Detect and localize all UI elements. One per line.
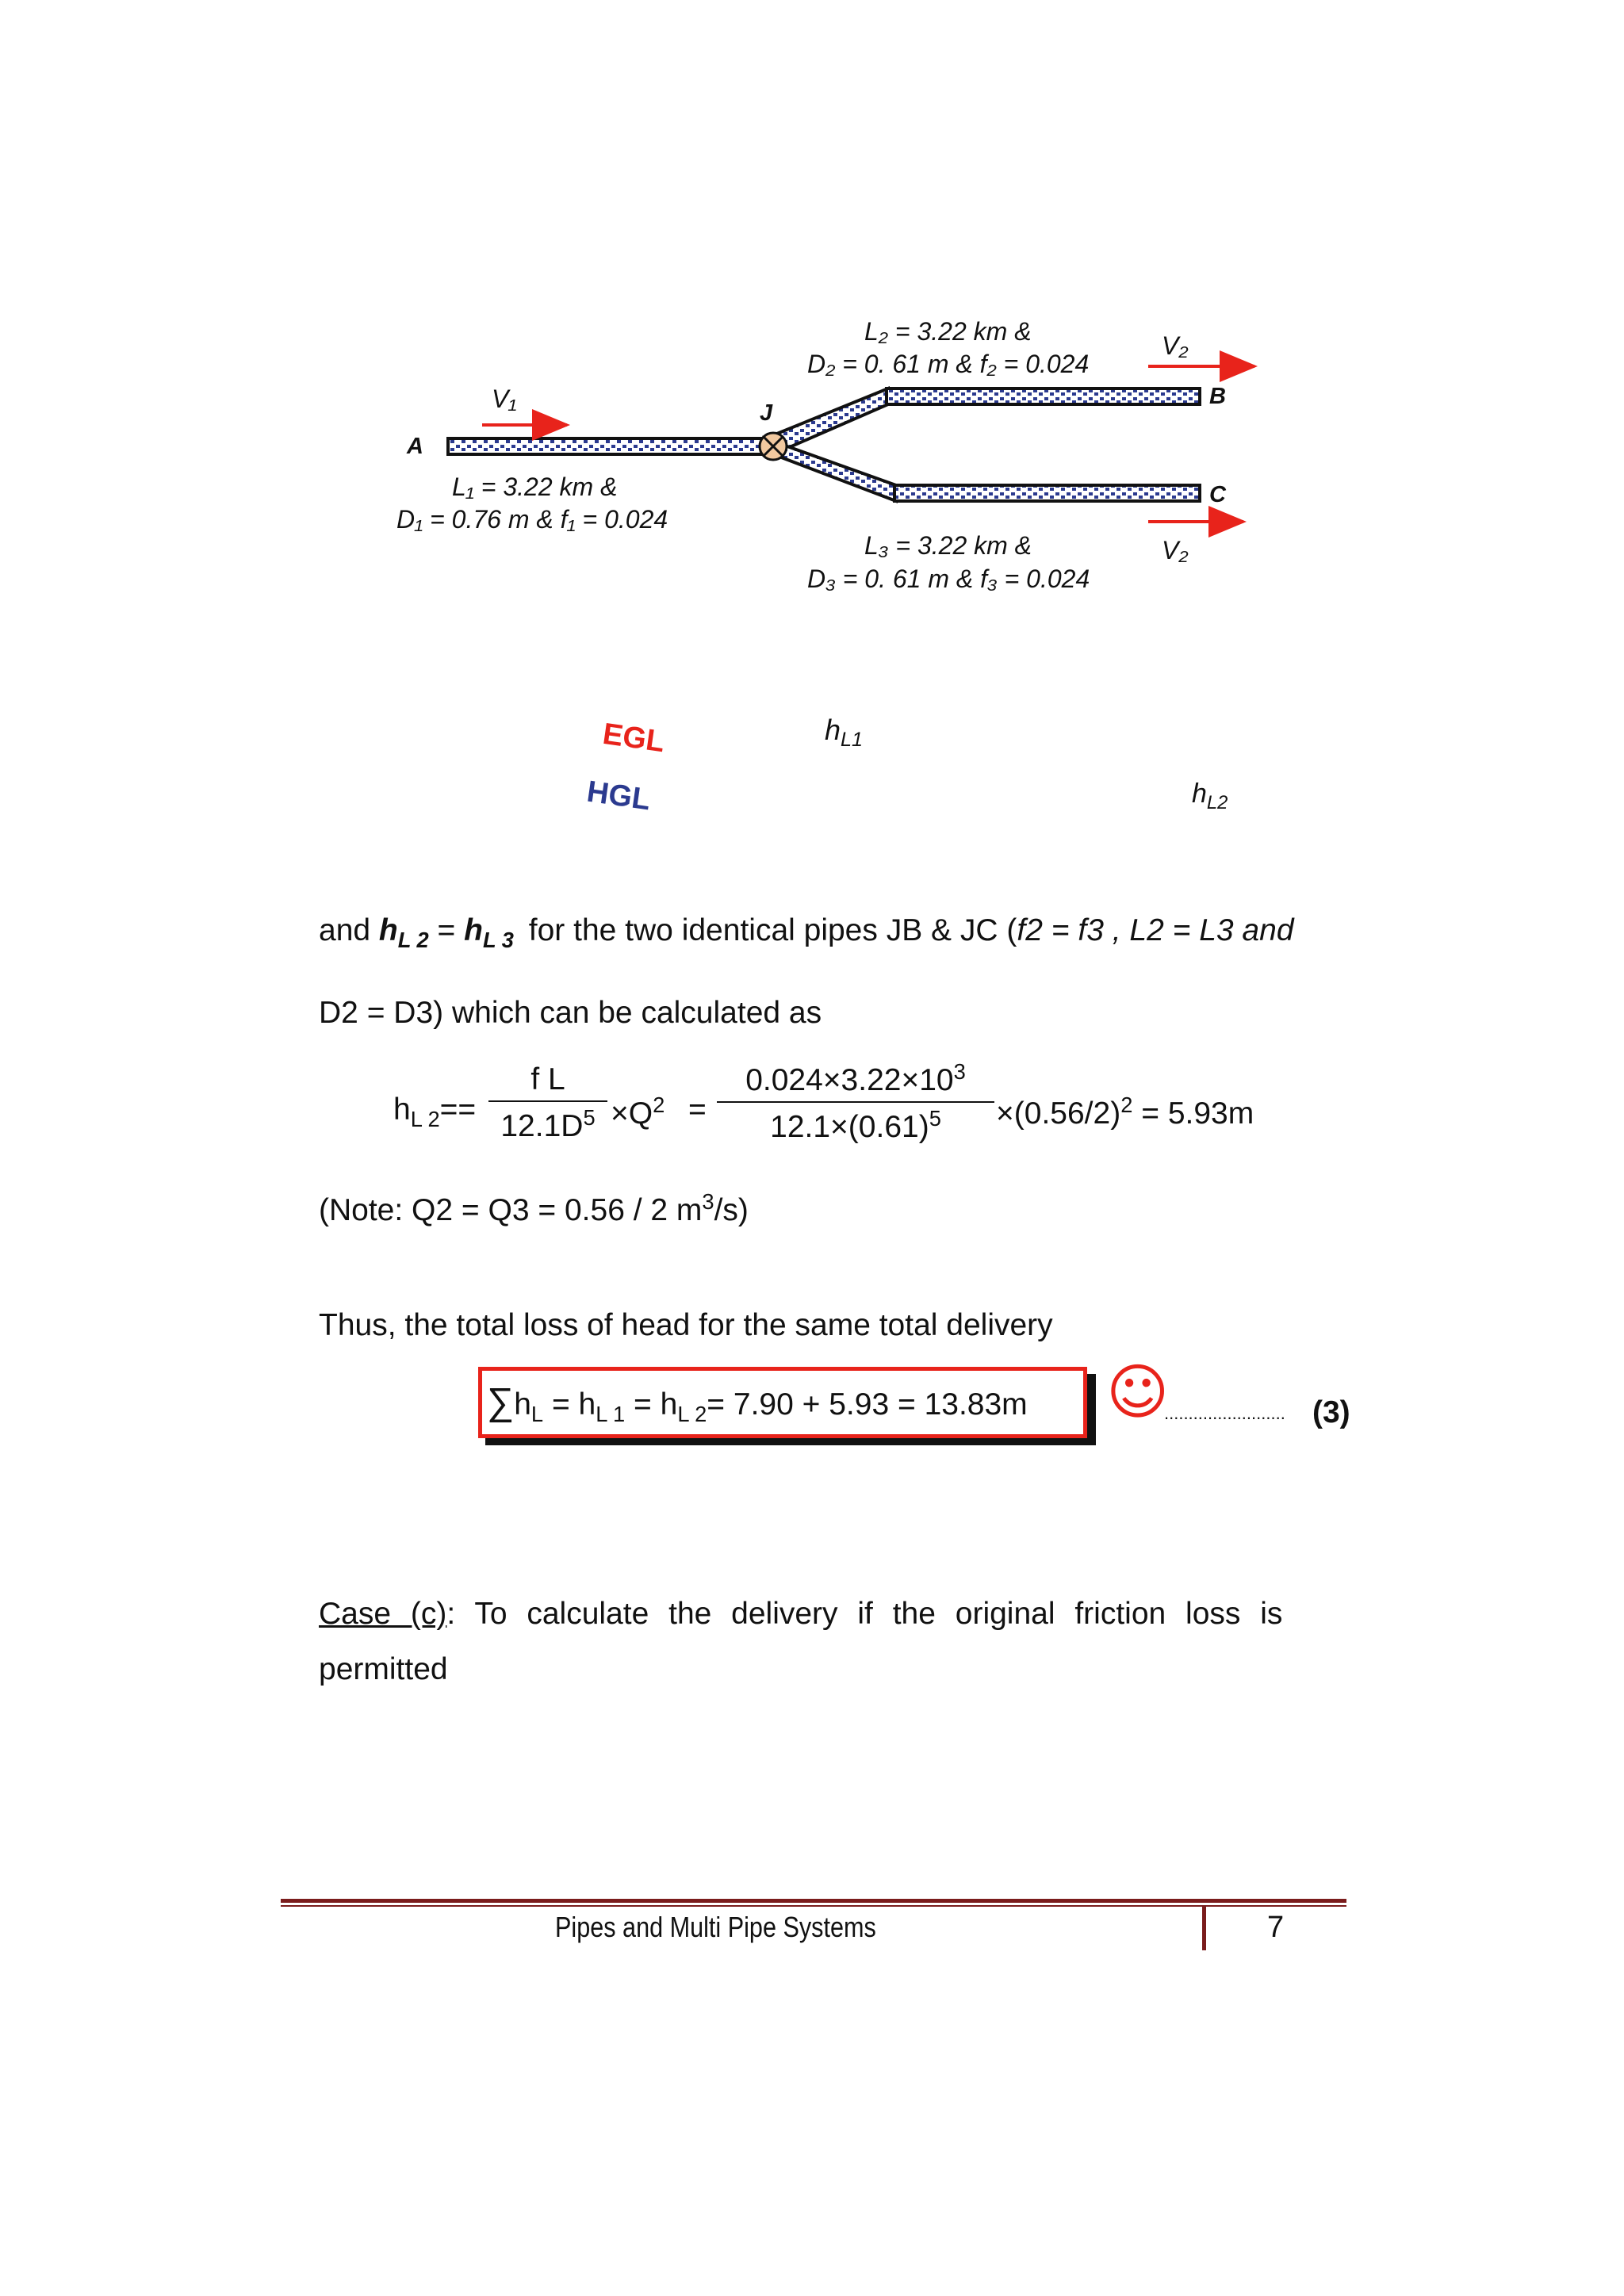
para1-text-b: for the two identical pipes JB & JC ( <box>528 913 1017 947</box>
hl2-label-sub: L2 <box>1206 791 1228 813</box>
note-end: /s) <box>714 1193 749 1227</box>
pipe-jb <box>887 388 1200 404</box>
eq1-tail-text: ×(0.56/2) <box>996 1096 1121 1131</box>
eq1-frac2-num-sup: 3 <box>953 1059 966 1084</box>
total-loss-box <box>478 1367 1087 1438</box>
thus-line: Thus, the total loss of head for the same total delivery <box>319 1308 1053 1342</box>
pipe3-line2: D₃ = 0. 61 m & f₃ = 0.024 <box>807 564 1090 593</box>
pipe3-line1: L₃ = 3.22 km & <box>864 531 1032 560</box>
total-result: = 7.90 + 5.93 = 13.83m <box>707 1387 1028 1422</box>
eq1-q-sup: 2 <box>653 1093 665 1117</box>
note-sup: 3 <box>702 1189 714 1214</box>
eq1-lhs-sub: L 2 <box>410 1106 440 1131</box>
v1-label: V₁ <box>492 385 517 413</box>
para1-hl3: h <box>464 913 483 947</box>
hl2-label-h: h <box>1192 779 1207 809</box>
v2-bottom-label: V₂ <box>1162 536 1189 564</box>
eq1-lhs-h: h <box>393 1093 411 1127</box>
total-h: h <box>514 1387 531 1422</box>
note-line <box>319 1189 749 1228</box>
para1-text-c: f2 = f3 , L2 = L3 and <box>1017 913 1294 947</box>
pipe2-line1: L₂ = 3.22 km & <box>864 317 1032 346</box>
para1-hl3-sub: L 3 <box>482 927 514 952</box>
footer-rule-thin <box>281 1905 1346 1907</box>
hl1-label-sub: L1 <box>841 729 864 752</box>
eq1-times-q-text: ×Q <box>611 1096 653 1131</box>
para1-hl2: h <box>378 913 398 947</box>
v2-top-label: V₂ <box>1162 331 1189 360</box>
point-j-label: J <box>760 400 773 426</box>
para1-eq: = <box>428 913 465 947</box>
pipe1-line1: L₁ = 3.22 km & <box>452 473 618 501</box>
hgl-label: HGL <box>584 775 653 817</box>
hl2-label <box>1192 779 1228 814</box>
equation-leader-dots: ......................... <box>1164 1403 1285 1423</box>
eq1-frac1-den-sup: 5 <box>583 1105 596 1130</box>
total-h1-sub: L 1 <box>596 1401 626 1426</box>
total-h1: = h <box>543 1387 596 1422</box>
eq1-frac1-den <box>488 1102 607 1144</box>
footer-title: Pipes and Multi Pipe Systems <box>555 1911 876 1943</box>
pipe-aj <box>448 438 765 454</box>
eq1-lhs <box>393 1093 476 1132</box>
total-h2: = h <box>625 1387 678 1422</box>
total-loss-expression <box>487 1380 1028 1427</box>
pipe2-line2: D₂ = 0. 61 m & f₂ = 0.024 <box>807 350 1090 378</box>
equation-hl2 <box>393 1059 1297 1158</box>
sigma-symbol: ∑ <box>487 1381 515 1423</box>
pipe-network-svg <box>0 0 1624 634</box>
para1-and: and <box>319 913 371 947</box>
case-c-text: : To calculate the delivery if the original friction loss is <box>446 1597 1283 1631</box>
eq1-eq2: = <box>688 1093 707 1127</box>
paragraph-line-2: D2 = D3) which can be calculated as <box>319 996 822 1030</box>
eq1-frac2-den-text: 12.1×(0.61) <box>770 1110 929 1144</box>
point-a-label: A <box>407 434 423 459</box>
para1-hl2-sub: L 2 <box>397 927 429 952</box>
egl-label: EGL <box>600 717 667 760</box>
footer-page-divider <box>1202 1907 1206 1950</box>
eq1-result: = 5.93m <box>1132 1096 1254 1131</box>
total-h2-sub: L 2 <box>677 1401 707 1426</box>
eq1-frac2-num-text: 0.024×3.22×10 <box>745 1063 954 1097</box>
eq1-frac1-den-text: 12.1D <box>500 1109 584 1143</box>
case-c-line-2: permitted <box>319 1652 448 1686</box>
hl1-label <box>825 714 863 752</box>
eq1-frac1 <box>488 1062 607 1144</box>
eq1-frac2-den-sup: 5 <box>929 1106 941 1131</box>
footer-page-number: 7 <box>1267 1911 1285 1944</box>
note-text: (Note: Q2 = Q3 = 0.56 / 2 m <box>319 1193 703 1227</box>
pipe-jc <box>894 485 1200 501</box>
eq1-tail-sup: 2 <box>1120 1093 1133 1117</box>
point-b-label: B <box>1209 384 1226 409</box>
hl1-label-h: h <box>825 714 841 746</box>
eq1-tail <box>996 1093 1254 1131</box>
eq1-frac1-num: f L <box>488 1062 607 1102</box>
eq1-frac2-den <box>717 1103 994 1145</box>
footer-rule-thick <box>281 1899 1346 1903</box>
smiley-icon: ☺ <box>1106 1357 1170 1427</box>
case-c-line-1 <box>319 1597 1350 1632</box>
total-h-sub: L <box>530 1401 544 1426</box>
point-c-label: C <box>1209 482 1226 507</box>
eq1-frac2 <box>717 1059 994 1145</box>
paragraph-line-1 <box>319 913 1294 953</box>
eq1-equals: == <box>439 1093 477 1127</box>
pipe1-line2: D₁ = 0.76 m & f₁ = 0.024 <box>396 505 668 534</box>
equation-number: (3) <box>1312 1395 1350 1429</box>
eq1-times-q <box>611 1093 665 1131</box>
case-c-label: Case (c) <box>319 1597 447 1631</box>
eq1-frac2-num <box>717 1059 994 1103</box>
pipe-network-diagram <box>0 0 1624 634</box>
